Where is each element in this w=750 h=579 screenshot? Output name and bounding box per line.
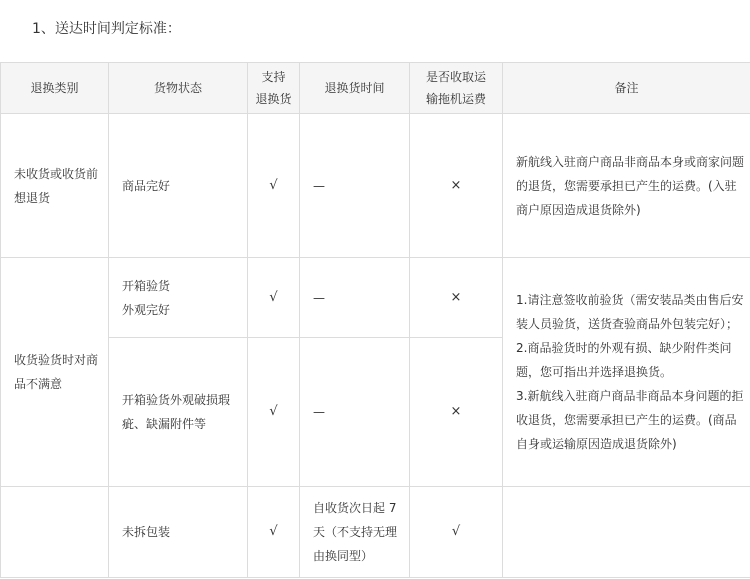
table-row [1, 487, 750, 578]
table-row [1, 114, 750, 258]
return-policy-table [0, 62, 750, 578]
header-support-line2: 退换货 [255, 92, 292, 106]
freight-check-icon: √ [410, 487, 503, 578]
freight-cross-icon: × [410, 338, 503, 487]
section-title: 1、送达时间判定标准： [32, 21, 181, 37]
category-cell: 未收货或收货前想退货 [1, 114, 109, 258]
remarks-cell [503, 487, 750, 578]
header-return-time: 退换货时间 [300, 63, 410, 114]
table-row [1, 258, 750, 338]
goods-state-line: 外观完好 [122, 302, 171, 317]
category-cell: 收货验货时对商品不满意 [1, 258, 109, 487]
freight-cross-icon: × [410, 258, 503, 338]
remarks-cell [503, 114, 750, 258]
goods-state-cell: 开箱验货外观破损瑕疵、缺漏附件等 [109, 338, 248, 487]
header-freight-line2: 输拖机运费 [425, 92, 486, 106]
goods-state-cell [109, 258, 248, 338]
header-support [248, 63, 300, 114]
goods-state-cell: 商品完好 [109, 114, 248, 258]
header-category: 退换类别 [1, 63, 109, 114]
header-remarks: 备注 [503, 63, 750, 114]
support-check-icon: √ [248, 338, 300, 487]
header-support-line1: 支持 [261, 70, 286, 84]
remarks-cell [503, 258, 750, 487]
category-cell [1, 487, 109, 578]
remark-line: 2.商品验货时的外观有损、缺少附件类问题，您可指出并选择退换货。 [516, 341, 732, 379]
return-time-cell: — [300, 258, 410, 338]
table-header-row [1, 63, 750, 114]
goods-state-line: 开箱验货 [122, 278, 171, 293]
support-check-icon: √ [248, 258, 300, 338]
return-time-cell: 自收货次日起 7 天（不支持无理由换同型） [300, 487, 410, 578]
goods-state-cell: 未拆包装 [109, 487, 248, 578]
return-time-cell: — [300, 338, 410, 487]
freight-cross-icon: × [410, 114, 503, 258]
header-goods-state: 货物状态 [109, 63, 248, 114]
header-freight [410, 63, 503, 114]
remark-line: 3.新航线入驻商户商品非商品本身问题的拒收退货，您需要承担已产生的运费。(商品自身或运输原因造成退货除外) [516, 389, 744, 451]
remark-line: 新航线入驻商户商品非商品本身或商家问题的退货，您需要承担已产生的运费。(入驻商户原因造成退货除外) [516, 154, 745, 217]
return-time-cell: — [300, 114, 410, 258]
header-freight-line1: 是否收取运 [425, 70, 486, 84]
support-check-icon: √ [248, 114, 300, 258]
remark-line: 1.请注意签收前验货（需安装品类由售后安装人员验货，送货查验商品外包装完好）； [516, 293, 744, 331]
support-check-icon: √ [248, 487, 300, 578]
